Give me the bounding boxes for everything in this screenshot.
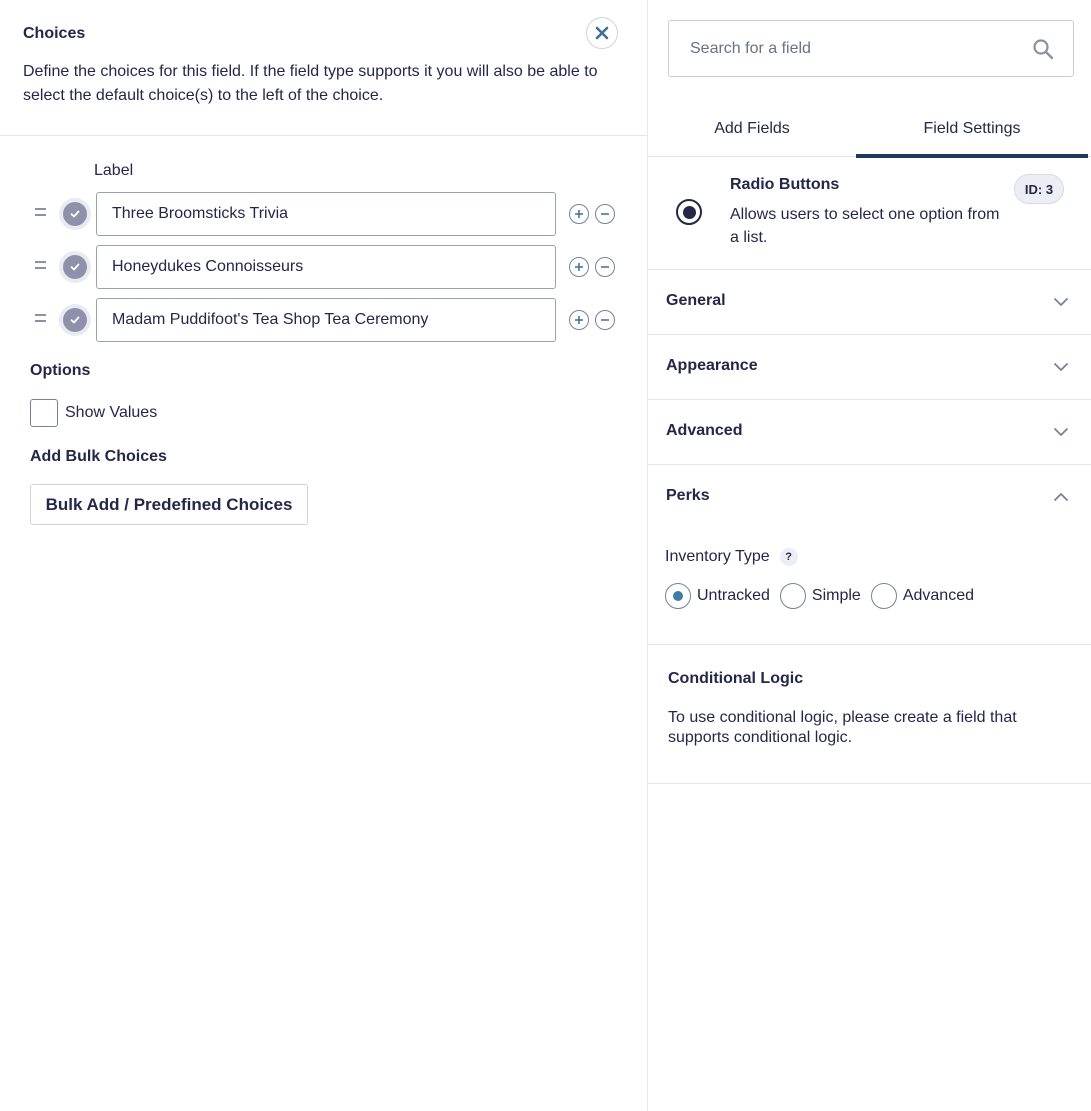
plus-icon <box>574 209 584 219</box>
perks-section-body <box>648 530 1091 645</box>
choice-row <box>0 245 647 289</box>
conditional-logic-section <box>648 645 1091 784</box>
show-values-checkbox[interactable] <box>30 399 58 427</box>
radio-unselected-icon[interactable] <box>780 583 806 609</box>
bulk-add-button[interactable]: Bulk Add / Predefined Choices <box>30 484 308 525</box>
choice-label-input[interactable] <box>96 245 556 289</box>
inventory-option-simple[interactable] <box>780 583 861 609</box>
minus-icon <box>600 315 610 325</box>
default-choice-toggle[interactable] <box>59 251 91 283</box>
section-title: Appearance <box>666 357 758 374</box>
choices-header <box>0 0 647 136</box>
plus-icon <box>574 262 584 272</box>
choice-label-input[interactable] <box>96 298 556 342</box>
default-choice-toggle[interactable] <box>59 304 91 336</box>
drag-handle-icon[interactable] <box>35 261 47 271</box>
radio-button-icon <box>676 199 702 225</box>
radio-label: Advanced <box>902 587 974 604</box>
choice-label-input[interactable] <box>96 192 556 236</box>
choice-row <box>0 192 647 236</box>
remove-choice-button[interactable] <box>595 204 615 224</box>
default-choice-toggle[interactable] <box>59 198 91 230</box>
sidebar-tabs <box>648 100 1091 157</box>
remove-choice-button[interactable] <box>595 310 615 330</box>
field-sidebar <box>648 0 1091 1111</box>
search-icon[interactable] <box>1032 38 1054 60</box>
show-values-label[interactable]: Show Values <box>65 404 158 421</box>
field-type-summary <box>648 158 1091 270</box>
chevron-down-icon <box>1053 294 1069 310</box>
tab-field-settings[interactable]: Field Settings <box>856 100 1088 157</box>
choices-description: Define the choices for this field. If the field type supports it you will also be able to select the default choice(s) to the left of the choice. <box>23 63 598 104</box>
minus-icon <box>600 209 610 219</box>
bulk-choices-heading: Add Bulk Choices <box>30 448 167 465</box>
add-choice-button[interactable] <box>569 310 589 330</box>
radio-unselected-icon[interactable] <box>871 583 897 609</box>
field-type-description: Allows users to select one option from a list. <box>730 206 1000 246</box>
minus-icon <box>600 262 610 272</box>
section-appearance[interactable] <box>648 335 1091 400</box>
section-title: Advanced <box>666 422 743 439</box>
drag-handle-icon[interactable] <box>35 208 47 218</box>
chevron-up-icon <box>1053 489 1069 505</box>
check-icon <box>69 261 81 273</box>
options-heading: Options <box>30 362 91 379</box>
search-box <box>668 20 1074 77</box>
section-title: Perks <box>666 487 710 504</box>
section-title: General <box>666 292 726 309</box>
add-choice-button[interactable] <box>569 257 589 277</box>
remove-choice-button[interactable] <box>595 257 615 277</box>
show-values-option <box>30 399 157 427</box>
section-perks[interactable] <box>648 465 1091 530</box>
inventory-option-advanced[interactable] <box>871 583 974 609</box>
radio-label: Untracked <box>697 587 770 604</box>
conditional-logic-description: To use conditional logic, please create a field that supports conditional logic. <box>668 709 1017 746</box>
inventory-type-label <box>665 548 798 566</box>
help-icon[interactable]: ? <box>780 548 798 566</box>
chevron-down-icon <box>1053 359 1069 375</box>
section-advanced[interactable] <box>648 400 1091 465</box>
section-general[interactable] <box>648 270 1091 335</box>
inventory-type-radio-group <box>665 583 984 609</box>
add-choice-button[interactable] <box>569 204 589 224</box>
inventory-type-text: Inventory Type <box>665 548 770 565</box>
check-icon <box>69 314 81 326</box>
choices-title: Choices <box>23 25 86 42</box>
field-type-title: Radio Buttons <box>730 176 840 193</box>
check-icon <box>69 208 81 220</box>
inventory-option-untracked[interactable] <box>665 583 770 609</box>
drag-handle-icon[interactable] <box>35 314 47 324</box>
search-input[interactable] <box>669 21 1029 76</box>
radio-label: Simple <box>811 587 861 604</box>
plus-icon <box>574 315 584 325</box>
close-button[interactable] <box>586 17 618 49</box>
conditional-logic-title: Conditional Logic <box>668 670 804 687</box>
choice-row <box>0 298 647 342</box>
radio-selected-icon[interactable] <box>665 583 691 609</box>
field-id-badge: ID: 3 <box>1014 174 1064 204</box>
close-icon <box>595 26 609 40</box>
chevron-down-icon <box>1053 424 1069 440</box>
tab-add-fields[interactable]: Add Fields <box>714 119 790 137</box>
label-column-header: Label <box>94 162 134 179</box>
